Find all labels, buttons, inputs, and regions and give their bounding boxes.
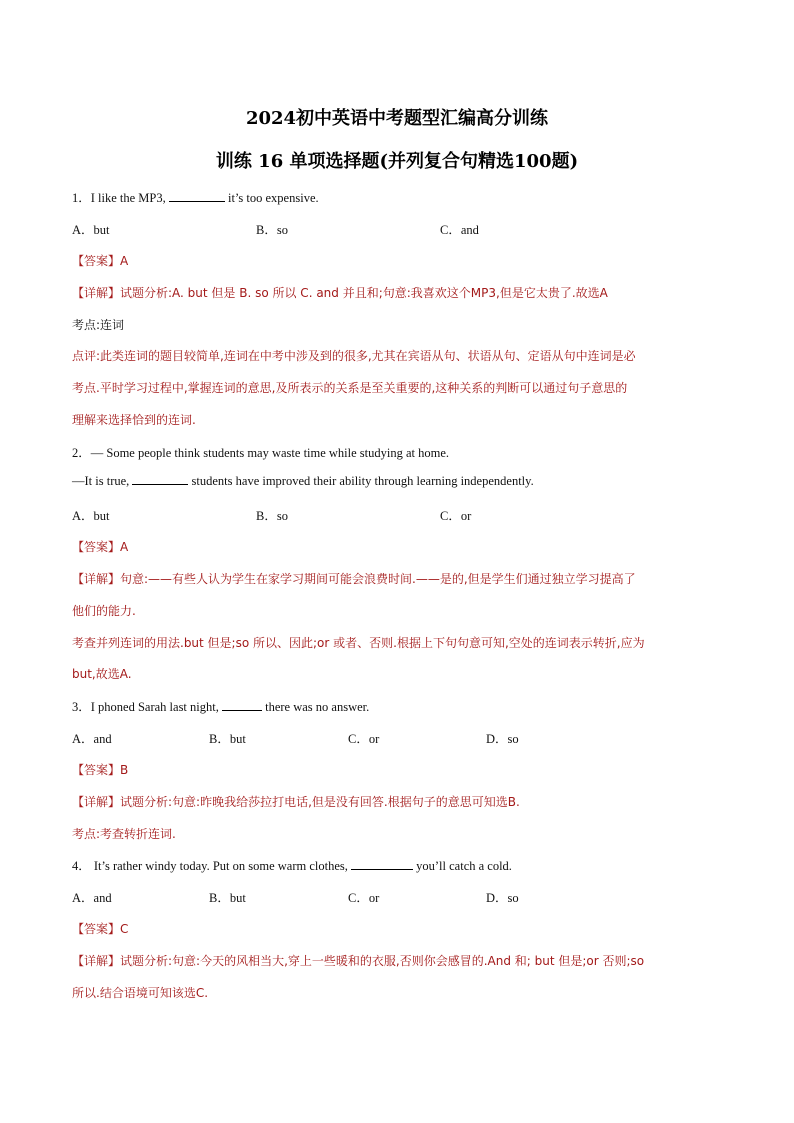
q2-detail-line3: 考查并列连词的用法.but 但是;so 所以、因此;or 或者、否则.根据上下句句意可知,空处的连词表示转折,应为 <box>72 636 645 650</box>
q3-option-b: B．but <box>209 732 246 746</box>
q3-option-c: C．or <box>348 732 380 746</box>
q4-option-c: C．or <box>348 891 380 905</box>
q4-option-d: D．so <box>486 891 519 905</box>
q4-option-b: B．but <box>209 891 246 905</box>
answer-blank <box>169 191 225 202</box>
q4-detail-line2: 所以.结合语境可知该选C. <box>72 986 209 1000</box>
answer-blank <box>222 700 262 711</box>
q1-answer: 【答案】A <box>72 254 129 268</box>
q2-detail-line4: but,故选A. <box>72 667 132 681</box>
q2-option-c: C．or <box>440 509 472 523</box>
document-title: 2024初中英语中考题型汇编高分训练 <box>245 108 549 129</box>
q3-option-a: A．and <box>72 732 112 746</box>
q1-comment-line3: 理解来选择恰到的连词. <box>72 413 196 427</box>
q1-option-b: B．so <box>256 223 288 237</box>
answer-blank <box>351 859 413 870</box>
q3-answer: 【答案】B <box>72 763 129 777</box>
q2-detail-line2: 他们的能力. <box>72 604 136 618</box>
q2-detail-line1: 【详解】句意:——有些人认为学生在家学习期间可能会浪费时间.——是的,但是学生们通过独立学习提高了 <box>72 572 636 586</box>
q4-option-a: A．and <box>72 891 112 905</box>
section-title: 训练 16 单项选择题(并列复合句精选100题) <box>215 151 579 172</box>
question-3-stem: 3．I phoned Sarah last night, there was no answer. <box>72 700 370 714</box>
q2-option-a: A．but <box>72 509 110 523</box>
q2-answer: 【答案】A <box>72 540 129 554</box>
question-1-stem: 1．I like the MP3, it’s too expensive. <box>72 191 319 205</box>
q1-kaodian: 考点:连词 <box>72 318 125 332</box>
q3-detail: 【详解】试题分析:句意:昨晚我给莎拉打电话,但是没有回答.根据句子的意思可知选B. <box>72 795 520 809</box>
question-2-stem: 2．— Some people think students may waste time while studying at home. <box>72 446 450 460</box>
q3-kaodian: 考点:考查转折连词. <box>72 827 176 841</box>
q1-detail: 【详解】试题分析:A. but 但是 B. so 所以 C. and 并且和;句意:我喜欢这个MP3,但是它太贵了.故选A <box>72 286 608 300</box>
q3-option-d: D．so <box>486 732 519 746</box>
q4-detail-line1: 【详解】试题分析:句意:今天的风相当大,穿上一些暖和的衣服,否则你会感冒的.And 和; but 但是;or 否则;so <box>72 954 645 968</box>
q1-comment-line2: 考点.平时学习过程中,掌握连词的意思,及所表示的关系是至关重要的,这种关系的判断可以通过句子意思的 <box>72 381 628 395</box>
q1-comment-line1: 点评:此类连词的题目较简单,连词在中考中涉及到的很多,尤其在宾语从句、状语从句、定语从句中连词是必 <box>72 349 636 363</box>
q1-option-c: C．and <box>440 223 479 237</box>
q2-option-b: B．so <box>256 509 288 523</box>
q4-answer: 【答案】C <box>72 922 129 936</box>
q1-option-a: A．but <box>72 223 110 237</box>
answer-blank <box>132 474 188 485</box>
question-4-stem: 4． It’s rather windy today. Put on some warm clothes, you’ll catch a cold. <box>72 859 512 873</box>
question-2-stem-line2: —It is true, students have improved their ability through learning independently. <box>72 474 534 488</box>
